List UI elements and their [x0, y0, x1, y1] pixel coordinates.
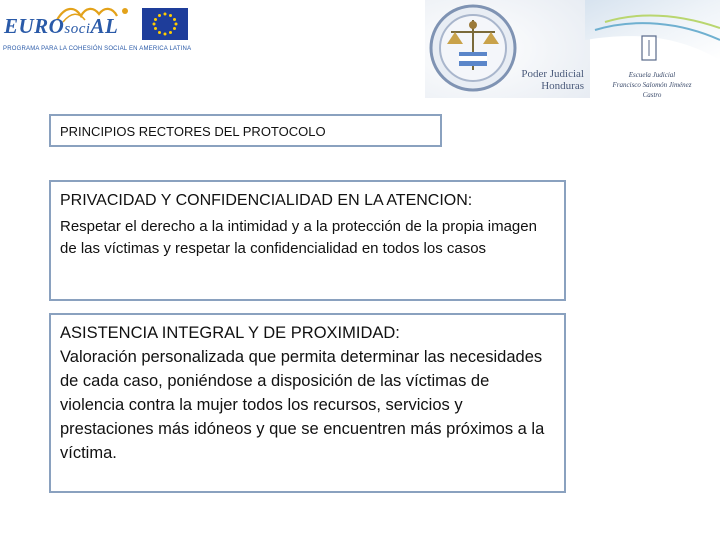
poder-judicial-line2: Honduras: [541, 80, 584, 92]
poder-judicial-name: [508, 68, 584, 92]
escuela-judicial-line1: Escuela Judicial: [628, 71, 676, 79]
eurosocial-wordmark: EUROsociAL: [4, 14, 119, 38]
principle-box: [49, 313, 566, 493]
eurosocial-logo: [0, 0, 200, 56]
poder-judicial-line1: Poder Judicial: [521, 68, 584, 80]
principle-box: [49, 180, 566, 301]
eu-flag-icon: [142, 8, 188, 40]
escuela-judicial-name: [612, 70, 692, 100]
eurosocial-tagline: PROGRAMA PARA LA COHESIÓN SOCIAL EN AMERICA LATINA: [3, 46, 192, 52]
page-title: PRINCIPIOS RECTORES DEL PROTOCOLO: [60, 124, 326, 139]
principle-body: Valoración personalizada que permita determinar las necesidades de cada caso, poniéndose a disposición de las víctimas de violencia contra la mujer todos los recursos, servicios y prestaciones más idóneos y que se encuentren más próximos a la víctima.: [60, 348, 545, 462]
principle-heading: PRIVACIDAD Y CONFIDENCIALIDAD EN LA ATENCION:: [60, 192, 473, 209]
protocol-title-box: [49, 114, 442, 147]
principle-heading: ASISTENCIA INTEGRAL Y DE PROXIMIDAD:: [60, 324, 400, 342]
escuela-judicial-line2: Francisco Salomón Jiménez Castro: [612, 81, 692, 99]
principle-body: Respetar el derecho a la intimidad y a la protección de la propia imagen de las víctimas y respetar la confidencialidad en todos los casos: [60, 218, 537, 257]
